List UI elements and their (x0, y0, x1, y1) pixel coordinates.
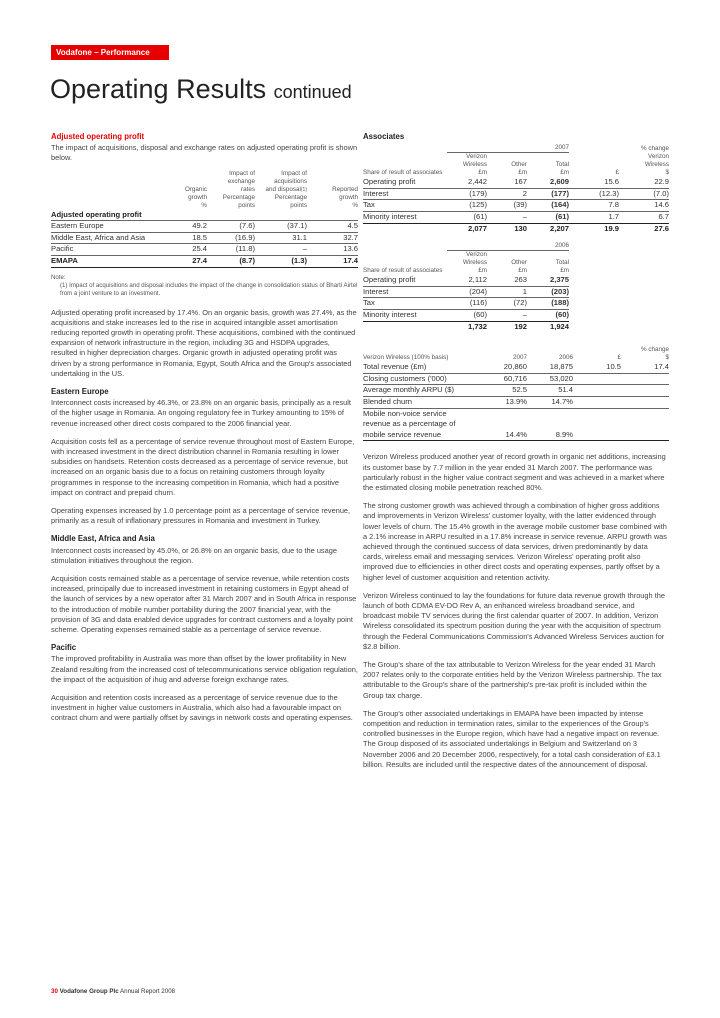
cell (573, 373, 621, 385)
verizon-wireless-table (363, 346, 669, 441)
col-header: acquisitions (274, 177, 307, 185)
cell: (188) (527, 298, 569, 310)
year-header: 2007 (447, 144, 569, 153)
cell: (61) (527, 211, 569, 223)
row-label (363, 223, 447, 234)
row-label: Total revenue (£m) (363, 362, 481, 373)
table-row (51, 244, 358, 256)
cell: (7.6) (207, 221, 255, 233)
year-header: 2006 (447, 242, 569, 251)
cell: (179) (447, 188, 487, 200)
note-text: (1) Impact of acquisitions and disposal includes the impact of the change in consolidation status of Bharti Airtel from a joint venture to an investment. (60, 281, 358, 297)
row-label: Operating profit (363, 177, 447, 188)
body-paragraph: Interconnect costs increased by 45.0%, or 26.8% on an organic basis, due to the usage stimulation initiatives throughout the region. (51, 545, 337, 565)
cell: 52.5 (481, 385, 527, 397)
cell: 130 (514, 223, 527, 233)
col-header: Percentage (274, 193, 307, 201)
col-header: Total (555, 259, 569, 267)
section-heading-mea: Middle East, Africa and Asia (51, 534, 155, 544)
row-label: revenue as a percentage of (363, 419, 456, 429)
body-paragraph: Verizon Wireless continued to lay the foundations for future data revenue growth through the launch of both CDMA EV-DO Rev A, an enhanced wireless broadband service, and broadcast mobile TV services during the first calendar quarter of 2007. In addition, Verizon Wireless consolidated its spectrum position during the year with the acquisition of spectrum through the Federal Communications Commission's Advanced Wireless Services auction for $2.8 billion. (363, 590, 665, 651)
table-row (363, 188, 669, 200)
col-header: % (201, 201, 207, 209)
pct-change-header: % change (640, 144, 669, 152)
cell: (203) (527, 286, 569, 298)
cell (573, 385, 621, 397)
cell (621, 373, 669, 385)
table-header-row (363, 259, 569, 267)
col-header: Impact of (229, 169, 255, 177)
row-label (363, 321, 447, 332)
col-header: growth (339, 193, 358, 201)
table-header-row (363, 161, 669, 169)
cell: – (487, 211, 527, 223)
cell: (125) (447, 200, 487, 212)
cell: (39) (487, 200, 527, 212)
cell: (1.3) (255, 255, 307, 267)
table-header-row (51, 170, 358, 178)
table-total-row (51, 255, 358, 267)
footer-company: Vodafone Group Plc (59, 988, 119, 995)
table-row (363, 373, 669, 385)
col-header: Share of result of associates (363, 267, 443, 275)
col-header: rates (241, 185, 255, 193)
cell (573, 396, 621, 408)
cell: (60) (527, 309, 569, 321)
col-header: £ (617, 354, 621, 362)
col-header: exchange (227, 177, 255, 185)
col-header: Impact of (281, 169, 307, 177)
cell: 18,875 (527, 362, 573, 373)
cell: 1 (487, 286, 527, 298)
cell: 2,375 (527, 275, 569, 286)
cell: (12.3) (569, 188, 619, 200)
cell: (116) (447, 298, 487, 310)
cell: 19.9 (604, 223, 619, 233)
table-section-row (51, 210, 358, 221)
pct-change-header: % change (640, 346, 669, 354)
cell: 13.6 (307, 244, 358, 256)
cell: 17.4 (621, 362, 669, 373)
row-label: Minority interest (363, 211, 447, 223)
title-suffix: continued (273, 82, 352, 102)
note-label: Note: (51, 273, 66, 281)
cell: 14.6 (619, 200, 669, 212)
cell: 1,732 (467, 321, 487, 331)
cell: (72) (487, 298, 527, 310)
cell: 6.7 (619, 211, 669, 223)
cell: 2,609 (527, 177, 569, 188)
row-label: Middle East, Africa and Asia (51, 232, 171, 244)
cell: (8.7) (207, 255, 255, 267)
table-header-row (51, 186, 358, 194)
body-paragraph: Operating expenses increased by 1.0 percentage point as a percentage of service revenue, primarily as a result of inflationary pressures in Romania and investment in Turkey. (51, 506, 351, 526)
cell: 15.6 (569, 177, 619, 188)
table-row (363, 419, 669, 430)
table-row (51, 232, 358, 244)
table-section-label: Adjusted operating profit (51, 210, 358, 221)
title-main: Operating Results (50, 74, 267, 104)
col-header: % (352, 201, 358, 209)
row-label: Tax (363, 200, 447, 212)
col-header: $ (665, 169, 669, 177)
cell: 17.4 (307, 255, 358, 267)
cell: 18.5 (171, 232, 207, 244)
cell: 32.7 (307, 232, 358, 244)
body-paragraph: The Group's share of the tax attributable to Verizon Wireless for the year ended 31 March 2007 relates only to the corporate entities held by the Verizon Wireless partnership. The tax attributable to the Group's share of the partnership's pre-tax profit is included within the Group tax charge. (363, 659, 662, 700)
cell: 2,112 (447, 275, 487, 286)
cell: 167 (487, 177, 527, 188)
table-row (363, 200, 669, 212)
cell: 27.6 (654, 223, 669, 233)
table-row (363, 211, 669, 223)
cell: 192 (514, 321, 527, 331)
cell: (177) (527, 188, 569, 200)
section-heading-pacific: Pacific (51, 643, 77, 653)
intro-paragraph: The impact of acquisitions, disposal and exchange rates on adjusted operating profit is shown below. (51, 143, 358, 163)
col-header: £m (518, 267, 527, 275)
table-row (363, 408, 669, 419)
cell: 7.8 (569, 200, 619, 212)
table-total-row (363, 223, 669, 234)
cell: (60) (447, 309, 487, 321)
adjusted-profit-table (51, 170, 358, 268)
col-header: Total (555, 161, 569, 169)
cell: 27.4 (171, 255, 207, 267)
col-header: Wireless (462, 259, 487, 267)
col-header: Verizon Wireless (100% basis) (363, 354, 449, 362)
col-header: Share of result of associates (363, 169, 443, 177)
row-label: Operating profit (363, 275, 447, 286)
cell: 8.9% (527, 430, 573, 441)
cell: 20,860 (481, 362, 527, 373)
cell (621, 385, 669, 397)
cell: 2,077 (467, 223, 487, 233)
cell (621, 396, 669, 408)
table-row (363, 430, 669, 441)
col-header: Verizon (465, 251, 487, 259)
cell: 1.7 (569, 211, 619, 223)
cell: 25.4 (171, 244, 207, 256)
section-tag: Vodafone – Performance (51, 45, 169, 60)
cell: 4.5 (307, 221, 358, 233)
table-header-row (363, 346, 669, 354)
col-header-text: and disposal (265, 185, 301, 193)
left-column (51, 132, 358, 732)
cell (621, 430, 669, 441)
row-label: Interest (363, 188, 447, 200)
row-label: Mobile non-voice service (363, 408, 447, 418)
row-label: Pacific (51, 244, 171, 256)
cell: 2,207 (549, 223, 569, 233)
col-header: $ (665, 354, 669, 362)
cell: 14.7% (527, 396, 573, 408)
col-header: Reported (332, 185, 358, 193)
cell: 1,924 (549, 321, 569, 331)
body-paragraph: Acquisition costs fell as a percentage of service revenue throughout most of Eastern Europe, with increased investment in the direct distribution channel in Romania resulting in lower subsidies on handsets. Retention costs decreased as a percentage of service revenue, but increased on an organic basis due to a focus on retaining customers through loyalty programmes in response to the increasing competition in Romania, which had a positive impact on contract and prepaid churn. (51, 436, 355, 497)
table-row (363, 177, 669, 188)
footnote-ref: (1) (300, 186, 307, 193)
col-header: points (238, 201, 255, 209)
row-label: mobile service revenue (363, 430, 481, 441)
cell: (37.1) (255, 221, 307, 233)
col-header: £m (518, 169, 527, 177)
col-header: Wireless (644, 161, 669, 169)
table-header-row (363, 251, 569, 260)
table-header-row (363, 169, 669, 177)
section-heading-associates: Associates (363, 132, 405, 141)
col-header (255, 186, 307, 194)
table-row (363, 286, 569, 298)
body-paragraph: Adjusted operating profit increased by 17.4%. On an organic basis, growth was 27.4%, as the acquisitions and stake increases led to the rise in acquired intangible asset amortisation reducing reported growth in operating profit. These acquisitions, combined with the continued expansion of network infrastructure in the region, including 3G and HSDPA upgrades, resulted in higher depreciation charges. Organic growth in adjusted operating profit was driven by a strong performance in Romania, Egypt, South Africa and the Group's associated undertaking in the US. (51, 307, 357, 378)
page-title (50, 73, 352, 108)
cell: (11.8) (207, 244, 255, 256)
cell: (16.9) (207, 232, 255, 244)
cell: 22.9 (619, 177, 669, 188)
cell: 31.1 (255, 232, 307, 244)
row-label: Eastern Europe (51, 221, 171, 233)
table-header-row (51, 178, 358, 186)
section-heading-eastern-europe: Eastern Europe (51, 387, 109, 396)
col-header: £ (615, 169, 619, 177)
row-label: Closing customers ('000) (363, 373, 481, 385)
col-header: Organic (184, 185, 207, 193)
associates-2007-table (363, 144, 669, 234)
body-paragraph: Verizon Wireless produced another year of record growth in organic net additions, increasing its customer base by 7.7 million in the year ended 31 March 2007. The performance was particularly robust in the higher value contract segment and was achieved in a market where the estimated closing mobile penetration reached 80%. (363, 452, 666, 492)
cell: 2,442 (447, 177, 487, 188)
table-row (363, 396, 669, 408)
cell: 53,020 (527, 373, 573, 385)
table-header-row (363, 242, 569, 251)
col-header: growth (188, 193, 207, 201)
cell: 60,716 (481, 373, 527, 385)
cell: 2 (487, 188, 527, 200)
cell: (7.0) (619, 188, 669, 200)
cell: 13.9% (481, 396, 527, 408)
col-header: 2007 (512, 354, 527, 362)
cell: 10.5 (573, 362, 621, 373)
table-row (363, 385, 669, 397)
section-heading-adjusted-operating-profit: Adjusted operating profit (51, 132, 145, 141)
row-label: Average monthly ARPU ($) (363, 385, 481, 397)
table-row (363, 275, 569, 286)
table-header-row (363, 153, 669, 162)
page-number: 30 (51, 988, 58, 995)
body-paragraph: The Group's other associated undertakings in EMAPA have been impacted by intense competition and reduction in termination rates, similar to the experiences of the Group's controlled businesses in the Europe region, which have had a negative impact on revenue. The Group disposed of its associated undertakings in Belgium and Switzerland on 3 November 2006 and 20 December 2006, respectively, for a total cash consideration of £3.1 billion. Results are included until the respective dates of the announcement of disposal. (363, 708, 661, 769)
col-header: 2006 (558, 354, 573, 362)
cell: (204) (447, 286, 487, 298)
body-paragraph: Interconnect costs increased by 46.3%, or 23.8% on an organic basis, principally as a result of the higher usage in Romania. An ongoing regulatory fee in Turkey amounting to 15% of revenue increased other direct costs compared to the 2006 financial year. (51, 398, 351, 428)
col-header: £m (478, 169, 487, 177)
cell: (61) (447, 211, 487, 223)
row-label: Tax (363, 298, 447, 310)
col-header: £m (478, 267, 487, 275)
cell: (164) (527, 200, 569, 212)
table-header-row (51, 202, 358, 210)
row-label: EMAPA (51, 255, 171, 267)
row-label: Minority interest (363, 309, 447, 321)
body-paragraph: Acquisition costs remained stable as a percentage of service revenue, while retention costs increased, principally due to increased investment in retaining customers in Egypt ahead of the launch of services by a new operator after 31 March 2007 and in South Africa in response to the introduction of mobile number portability during the 2007 financial year, with the provision of 3G and data enabled device upgrades for contract customers and a loyalty point scheme. Operating expenses remained stable as a percentage of service revenue. (51, 574, 357, 635)
col-header: £m (560, 169, 569, 177)
row-label: Interest (363, 286, 447, 298)
associates-2006-table (363, 242, 569, 332)
right-column (363, 132, 669, 778)
col-header: Other (511, 161, 527, 169)
footer-report: Annual Report 2008 (120, 988, 176, 995)
col-header: £m (560, 267, 569, 275)
table-note (51, 274, 358, 298)
table-header-row (363, 267, 569, 275)
cell: 49.2 (171, 221, 207, 233)
col-header: Percentage (222, 193, 255, 201)
col-header: Verizon (465, 153, 487, 161)
cell (573, 430, 621, 441)
table-header-row (363, 354, 669, 362)
table-header-row (51, 194, 358, 202)
body-paragraph: Acquisition and retention costs increased as a percentage of service revenue due to the investment in higher value customers in Australia, which also had a favourable impact on contract churn and were partially offset by savings in network costs and operating expenses. (51, 693, 353, 723)
cell: – (487, 309, 527, 321)
body-paragraph: The improved profitability in Australia was more than offset by the lower profitability in New Zealand resulting from the increased cost of telecommunications service obligation regulation, the impact of the acquisition of ihug and adverse foreign exchange rates. (51, 654, 358, 684)
table-row (363, 309, 569, 321)
table-total-row (363, 321, 569, 332)
table-header-row (363, 144, 669, 153)
col-header: Wireless (462, 161, 487, 169)
cell: – (255, 244, 307, 256)
col-header: Other (511, 259, 527, 267)
table-row (51, 221, 358, 233)
table-row (363, 362, 669, 373)
cell: 51.4 (527, 385, 573, 397)
page-footer (51, 988, 175, 995)
table-row (363, 298, 569, 310)
cell: 14.4% (481, 430, 527, 441)
col-header: points (290, 201, 307, 209)
row-label: Blended churn (363, 396, 481, 408)
col-header: Verizon (647, 153, 669, 161)
body-paragraph: The strong customer growth was achieved through a combination of higher gross additions and improvements in Verizon Wireless' customer loyalty, with the latter evidenced through lower levels of churn. The 15.4% growth in the average mobile customer base combined with a 2.1% increase in ARPU resulted in a 17.8% increase in service revenue. ARPU growth was achieved through the continued success of data services, driven predominantly by data cards, wireless email and messaging services. Verizon Wireless' operating profit also improved due to efficiencies in other direct costs and operating expenses, partly offset by a higher level of customer acquisition and retention activity. (363, 501, 667, 582)
cell: 263 (487, 275, 527, 286)
